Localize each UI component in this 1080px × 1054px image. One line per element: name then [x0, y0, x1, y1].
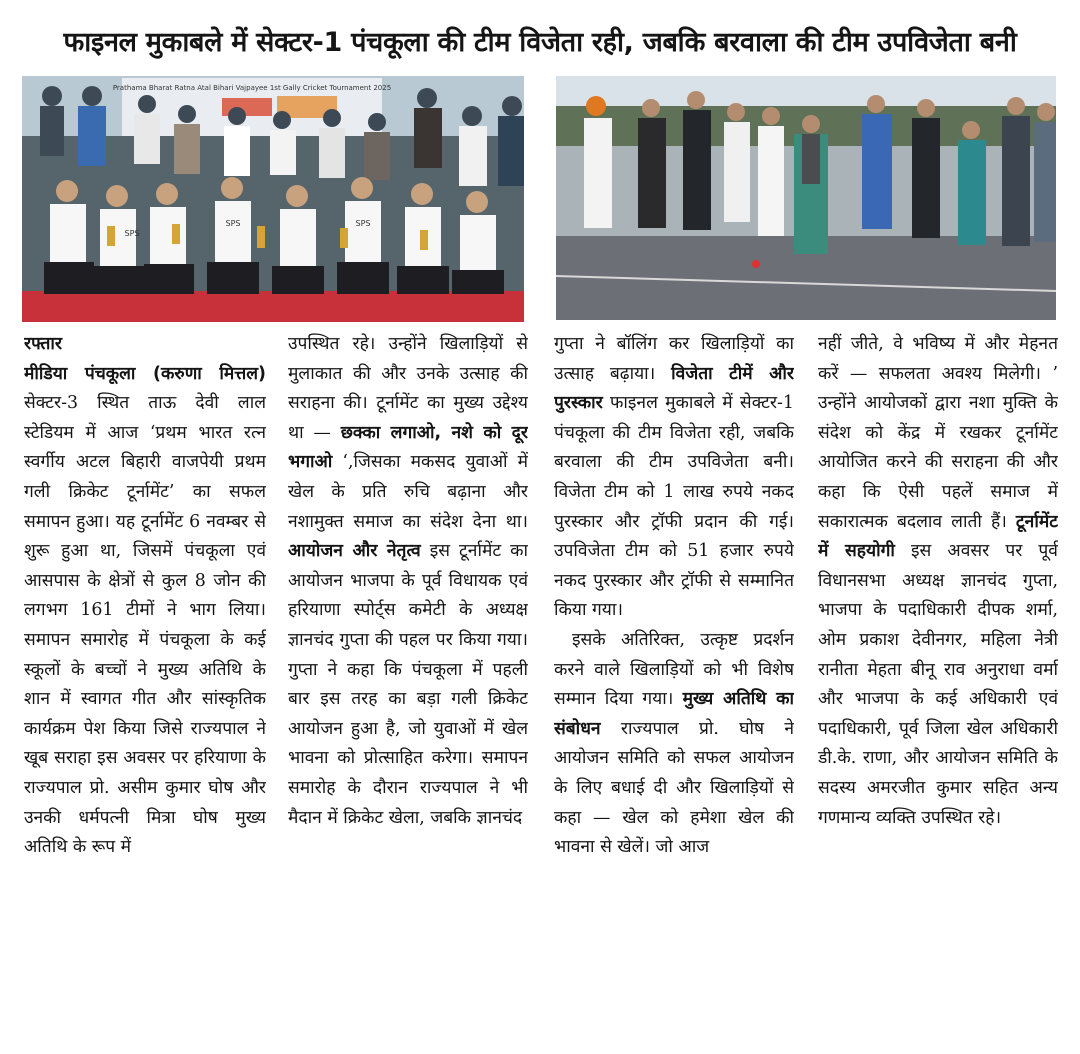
headline: फाइनल मुकाबले में सेक्टर-1 पंचकूला की टीम विजेता रही, जबकि बरवाला की टीम उपविजेता बनी	[63, 27, 1017, 58]
column-2-text-1: उपस्थित रहे। उन्होंने खिलाड़ियों से मुलाकात की और उनके उत्साह की सराहना की। टूर्नामेंट का मुख्य उद्देश्य था —	[288, 334, 528, 443]
governor-playing-photo	[556, 76, 1056, 320]
tournament-banner-text: Prathama Bharat Ratna Atal Bihari Vajpayee 1st Gally Cricket Tournament 2025	[112, 84, 392, 92]
column-3-para-1	[554, 330, 794, 626]
slogan-text: छक्का लगाओ, नशे को दूर भगाओ	[288, 422, 528, 473]
article-column-3	[554, 330, 794, 1030]
column-4-text-2: इस अवसर पर पूर्व विधानसभा अध्यक्ष ज्ञानचंद गुप्ता, भाजपा के पदाधिकारी दीपक शर्मा, ओम प्रकाश देवीनगर, महिला नेत्री रानीता मेहता बीनू राव अनुराधा वर्मा और भाजपा के कई अधिकारी एवं पदाधिकारी, पूर्व जिला खेल अधिकारी डी.के. राणा, और आयोजन समिति के सदस्य अमरजीत कुमार सहित अन्य गणमान्य व्यक्ति उपस्थित रहे।	[818, 541, 1058, 828]
column-2-para	[288, 330, 528, 833]
article-column-2	[288, 330, 528, 1030]
column-3-text-2: फाइनल मुकाबले में सेक्टर-1 पंचकूला की टीम विजेता रही, जबकि बरवाला की टीम उपविजेता बनी। विजेता टीम को 1 लाख रुपये नकद पुरस्कार और ट्रॉफी प्रदान की गई। उपविजेता टीम को 51 हजार रुपये नकद पुरस्कार और ट्रॉफी से सम्मानित किया गया।	[554, 393, 794, 621]
column-4-para	[818, 330, 1058, 833]
subhead-organisation: आयोजन और नेतृत्व	[288, 541, 421, 562]
governor-photo-illustration	[556, 76, 1056, 320]
jersey-text: SPS	[124, 229, 140, 238]
column-2-text-3: इस टूर्नामेंट का आयोजन भाजपा के पूर्व विधायक एवं हरियाणा स्पोर्ट्स कमेटी के अध्यक्ष ज्ञानचंद गुप्ता की पहल पर किया गया। गुप्ता ने कहा कि पंचकूला में पहली बार इस तरह का बड़ा गली क्रिकेट आयोजन हुआ है, जो युवाओं में खेल भावना को प्रोत्साहित करेगा। समापन समारोह के दौरान राज्यपाल ने भी मैदान में क्रिकेट खेला, जबकि ज्ञानचंद	[288, 541, 528, 828]
team-photo-illustration	[22, 76, 524, 322]
column-3-text-1: गुप्ता ने बॉलिंग कर खिलाड़ियों का उत्साह बढ़ाया।	[554, 334, 794, 384]
article-column-4	[818, 330, 1058, 1030]
jersey-text: SPS	[355, 219, 371, 228]
column-3-para-2	[554, 626, 794, 863]
subhead-supporters: टूर्नामेंट में सहयोगी	[818, 511, 1058, 562]
cricket-ball	[752, 260, 760, 268]
column-3-text-4: राज्यपाल प्रो. घोष ने आयोजन समिति को सफल आयोजन के लिए बधाई दी और खिलाड़ियों से कहा — खेल को हमेशा खेल की भावना से खेलें। जो आज	[554, 718, 794, 858]
red-carpet	[22, 291, 524, 322]
column-4-text-1: नहीं जीते, वे भविष्य में और मेहनत करें — सफलता अवश्य मिलेगी। ’ उन्होंने आयोजकों द्वारा नशा मुक्ति के संदेश को केंद्र में रखकर टूर्नामेंट आयोजित करने की सराहना की और कहा कि ऐसी पहलें समाज में सकारात्मक बदलाव लाती हैं।	[818, 334, 1058, 532]
column-1-para	[24, 330, 266, 863]
column-2-text-2: ‘,जिसका मकसद युवाओं में खेल के प्रति रुचि बढ़ाना और नशामुक्त समाज का संदेश देना था।	[288, 452, 528, 532]
jersey-text: SPS	[225, 219, 241, 228]
article-column-1	[24, 330, 266, 1030]
subhead-chief-guest: मुख्य अतिथि का संबोधन	[554, 689, 794, 739]
dateline-byline: मीडिया पंचकूला (करुणा मित्तल)	[24, 363, 266, 384]
column-1-text: सेक्टर-3 स्थित ताऊ देवी लाल स्टेडियम में आज ‘प्रथम भारत रत्न स्वर्गीय अटल बिहारी वाजपेयी प्रथम गली क्रिकेट टूर्नामेंट’ का सफल समापन हुआ। यह टूर्नामेंट 6 नवम्बर से शुरू हुआ था, जिसमें पंचकूला एवं आसपास के क्षेत्रों से कुल 8 जोन की लगभग 161 टीमों ने भाग लिया। समापन समारोह में पंचकूला के कई स्कूलों के बच्चों ने मुख्य अतिथि के शान में स्वागत गीत और सांस्कृतिक कार्यक्रम पेश किया जिसे राज्यपाल ने खूब सराहा इस अवसर पर हरियाणा के राज्यपाल प्रो. असीम कुमार घोष और उनकी धर्मपत्नी मित्रा घोष मुख्य अतिथि के रूप में	[24, 393, 266, 858]
subhead-winners: विजेता टीमें और पुरस्कार	[554, 363, 794, 414]
column-3-text-3: इसके अतिरिक्त, उत्कृष्ट प्रदर्शन करने वाले खिलाड़ियों को भी विशेष सम्मान दिया गया।	[554, 629, 794, 710]
dateline-label: रफ्तार	[24, 334, 63, 354]
team-celebration-photo	[22, 76, 524, 322]
